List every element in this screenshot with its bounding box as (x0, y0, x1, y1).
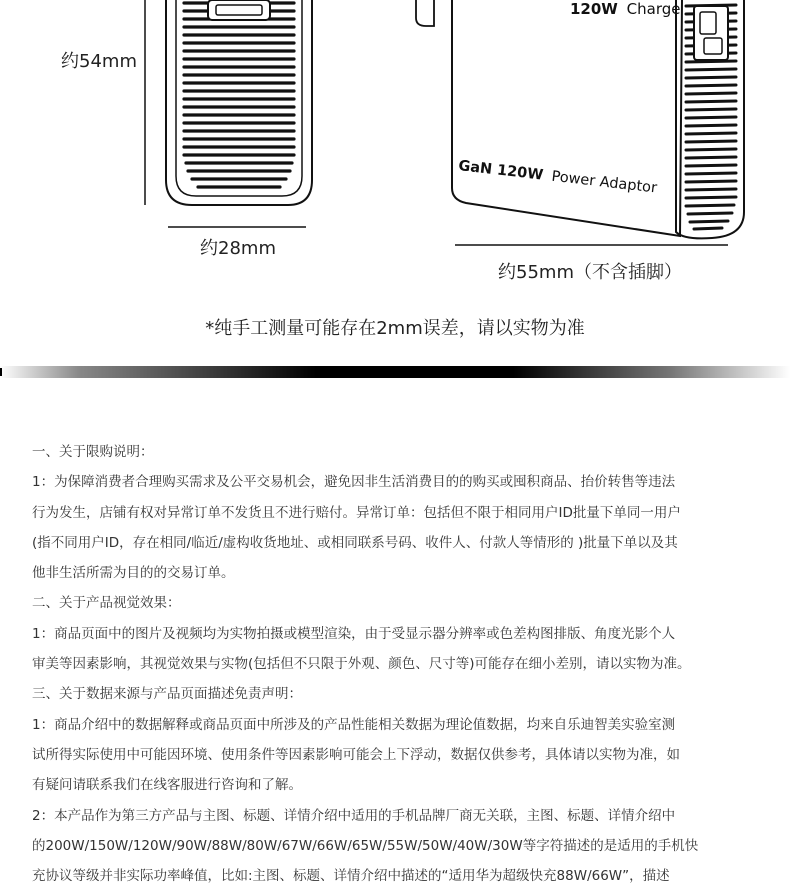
disclaimer-line: 的200W/150W/120W/90W/88W/80W/67W/66W/65W/55W/50W/40W/30W等字符描述的是适用的手机快 (32, 837, 699, 854)
disclaimer-line: 二、关于产品视觉效果： (32, 595, 181, 612)
disclaimer-line: 1：商品页面中的图片及视频均为实物拍摄或模型渲染，由于受显示器分辨率或色差构图排版、角度光影个人 (32, 625, 676, 642)
disclaimer-line: 审美等因素影响，其视觉效果与实物(包括但不只限于外观、颜色、尺寸等)可能存在细小差别，请以实物为准。 (32, 656, 691, 673)
disclaimer-line: 行为发生，店铺有权对异常订单不发货且不进行赔付。异常订单：包括但不限于相同用户ID批量下单同一用户 (32, 504, 681, 521)
charger-drawing (0, 0, 790, 300)
disclaimer-line: (指不同用户ID，存在相同/临近/虚构收货地址、或相同联系号码、收件人、付款人等情形的 )批量下单以及其 (32, 534, 678, 551)
disclaimer-line: 2：本产品作为第三方产品与主图、标题、详情介绍中适用的手机品牌厂商无关联，主图、标题、详情介绍中 (32, 807, 676, 824)
disclaimer-line: 1：商品介绍中的数据解释或商品页面中所涉及的产品性能相关数据为理论值数据，均来自乐迪智美实验室测 (32, 716, 676, 733)
disclaimer-line: 他非生活所需为目的的交易订单。 (32, 565, 235, 582)
disclaimer-line: 三、关于数据来源与产品页面描述免责声明： (32, 686, 302, 703)
adaptor-label (458, 158, 658, 197)
charger-perspective-view (416, 0, 744, 245)
charge-label-text: Charge (626, 0, 681, 18)
charge-label (570, 0, 680, 18)
width-dimension-label: 约28mm (200, 238, 276, 259)
section-divider (0, 366, 790, 378)
disclaimer-line: 1：为保障消费者合理购买需求及公平交易机会，避免因非生活消费目的的购买或囤积商品、抬价转售等违法 (32, 474, 676, 491)
dimension-diagram (0, 0, 790, 360)
divider-tick (0, 368, 2, 376)
disclaimer-line: 有疑问请联系我们在线客服进行咨询和了解。 (32, 777, 302, 794)
disclaimer-line: 充协议等级并非实际功率峰值，比如:主图、标题、详情介绍中描述的“适用华为超级快充88W/66W”，描述 (32, 868, 670, 885)
charge-label-bold: 120W (570, 0, 618, 18)
height-dimension-label: 约54mm (61, 51, 137, 72)
measurement-note: *纯手工测量可能存在2mm误差，请以实物为准 (205, 318, 585, 339)
disclaimer-line: 一、关于限购说明： (32, 444, 154, 460)
adaptor-label-text: Power Adaptor (550, 168, 658, 197)
disclaimer-line: 试所得实际使用中可能因环境、使用条件等因素影响可能会上下浮动，数据仅供参考，具体请以实物为准，如 (32, 746, 680, 763)
charger-side-view (145, 0, 312, 227)
depth-dimension-label: 约55mm（不含插脚） (498, 262, 682, 283)
disclaimer-text (32, 437, 772, 891)
adaptor-label-bold: GaN 120W (457, 158, 544, 184)
